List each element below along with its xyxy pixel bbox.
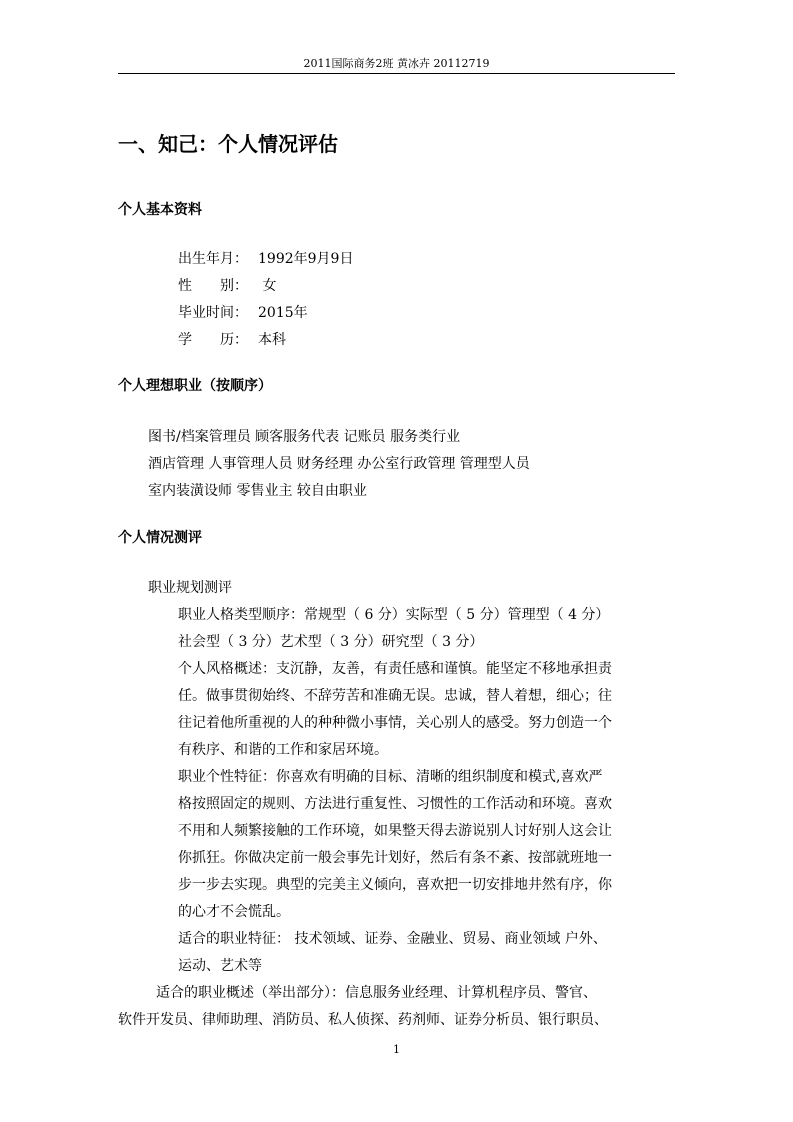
ideal-jobs-line: 酒店管理 人事管理人员 财务经理 办公室行政管理 管理型人员 bbox=[148, 456, 530, 472]
basic-info-label: 学 历： bbox=[178, 332, 248, 348]
assessment-body-line: 职业个性特征：你喜欢有明确的目标、清晰的组织制度和模式,喜欢严 bbox=[178, 769, 603, 785]
header-rule bbox=[118, 73, 675, 74]
assessment-body-line: 运动、艺术等 bbox=[178, 958, 262, 974]
page-header: 2011国际商务2班 黄冰卉 20112719 bbox=[303, 57, 490, 70]
assessment-heading: 个人情况测评 bbox=[118, 530, 202, 546]
career-overview-line: 适合的职业概述（举出部分）：信息服务业经理、计算机程序员、警官、 bbox=[156, 985, 597, 1001]
career-overview-line: 软件开发员、律师助理、消防员、私人侦探、药剂师、证券分析员、银行职员、 bbox=[118, 1012, 608, 1028]
basic-info-item bbox=[178, 330, 286, 350]
basic-info-value: 1992年9月9日 bbox=[258, 251, 354, 267]
assessment-body-line: 有秩序、和谐的工作和家居环境。 bbox=[178, 742, 388, 758]
basic-info-value: 2015年 bbox=[258, 305, 308, 321]
basic-info-item bbox=[178, 276, 276, 296]
assessment-body-line: 适合的职业特征： 技术领域、证券、金融业、贸易、商业领域 户外、 bbox=[178, 931, 607, 947]
section-title: 一、知己：个人情况评估 bbox=[118, 132, 338, 156]
assessment-body-line: 社会型（ 3 分）艺术型（ 3 分）研究型（ 3 分） bbox=[178, 634, 484, 650]
basic-info-item bbox=[178, 249, 353, 269]
ideal-jobs-heading: 个人理想职业（按顺序） bbox=[118, 378, 272, 394]
assessment-body-line: 步一步去实现。典型的完美主义倾向，喜欢把一切安排地井然有序，你 bbox=[178, 877, 612, 893]
basic-info-value: 本科 bbox=[258, 332, 286, 348]
assessment-body-line: 任。做事贯彻始终、不辞劳苦和准确无误。忠诚，替人着想，细心；往 bbox=[178, 688, 612, 704]
assessment-body-line: 格按照固定的规则、方法进行重复性、习惯性的工作活动和环境。喜欢 bbox=[178, 796, 612, 812]
assessment-body-line: 个人风格概述：支沉静，友善，有责任感和谨慎。能坚定不移地承担责 bbox=[178, 661, 612, 677]
assessment-sub-heading: 职业规划测评 bbox=[148, 580, 232, 596]
basic-info-value: 女 bbox=[258, 278, 277, 294]
assessment-body-line: 的心才不会慌乱。 bbox=[178, 904, 290, 920]
basic-info-heading: 个人基本资料 bbox=[118, 202, 202, 218]
page-number: 1 bbox=[393, 1043, 400, 1056]
assessment-body-line: 你抓狂。你做决定前一般会事先计划好，然后有条不紊、按部就班地一 bbox=[178, 850, 612, 866]
basic-info-label: 性 别： bbox=[178, 278, 248, 294]
assessment-body-line: 不用和人频繁接触的工作环境，如果整天得去游说别人讨好别人这会让 bbox=[178, 823, 612, 839]
assessment-body-line: 往记着他所重视的人的种种微小事情，关心别人的感受。努力创造一个 bbox=[178, 715, 612, 731]
ideal-jobs-line: 图书/档案管理员 顾客服务代表 记账员 服务类行业 bbox=[148, 429, 461, 445]
basic-info-label: 毕业时间： bbox=[178, 305, 248, 321]
basic-info-label: 出生年月： bbox=[178, 251, 248, 267]
basic-info-item bbox=[178, 303, 308, 323]
assessment-body-line: 职业人格类型顺序：常规型（ 6 分）实际型（ 5 分）管理型（ 4 分） bbox=[178, 607, 610, 623]
ideal-jobs-line: 室内装潢设师 零售业主 较自由职业 bbox=[148, 483, 367, 499]
